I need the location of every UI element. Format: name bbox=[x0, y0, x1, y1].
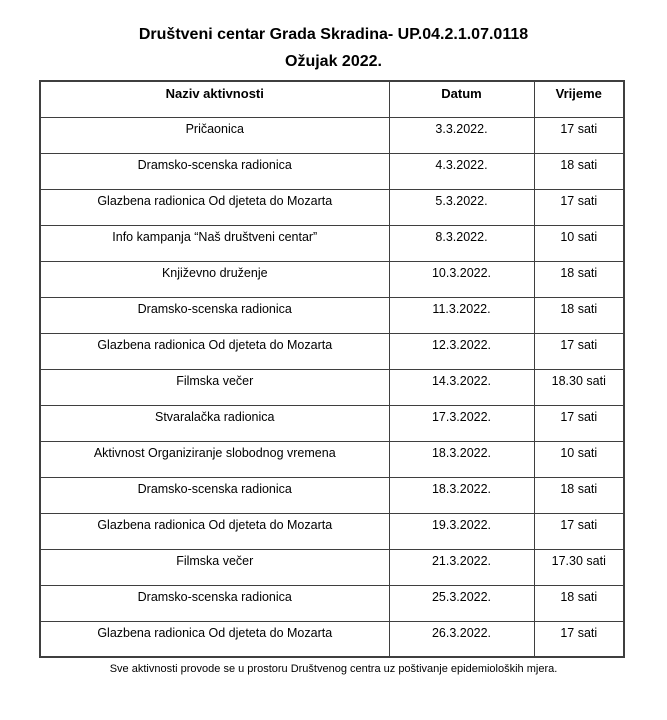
activity-name-cell: Stvaralačka radionica bbox=[40, 405, 389, 441]
table-row bbox=[40, 477, 624, 513]
table-row bbox=[40, 369, 624, 405]
date-cell: 8.3.2022. bbox=[389, 225, 534, 261]
table-row bbox=[40, 513, 624, 549]
table-row bbox=[40, 585, 624, 621]
date-cell: 25.3.2022. bbox=[389, 585, 534, 621]
activity-name-cell: Aktivnost Organiziranje slobodnog vremena bbox=[40, 441, 389, 477]
date-cell: 12.3.2022. bbox=[389, 333, 534, 369]
date-cell: 4.3.2022. bbox=[389, 153, 534, 189]
time-cell: 18 sati bbox=[534, 153, 624, 189]
activity-name-cell: Info kampanja “Naš društveni centar” bbox=[40, 225, 389, 261]
document-subtitle: Ožujak 2022. bbox=[285, 53, 382, 70]
table-row bbox=[40, 153, 624, 189]
time-cell: 10 sati bbox=[534, 225, 624, 261]
date-cell: 11.3.2022. bbox=[389, 297, 534, 333]
date-cell: 26.3.2022. bbox=[389, 621, 534, 657]
time-cell: 18 sati bbox=[534, 297, 624, 333]
time-cell: 18.30 sati bbox=[534, 369, 624, 405]
time-cell: 17 sati bbox=[534, 333, 624, 369]
table-row bbox=[40, 549, 624, 585]
date-cell: 18.3.2022. bbox=[389, 441, 534, 477]
activity-name-cell: Filmska večer bbox=[40, 549, 389, 585]
activity-name-cell: Književno druženje bbox=[40, 261, 389, 297]
date-cell: 14.3.2022. bbox=[389, 369, 534, 405]
table-row bbox=[40, 333, 624, 369]
time-cell: 10 sati bbox=[534, 441, 624, 477]
date-cell: 18.3.2022. bbox=[389, 477, 534, 513]
activity-name-cell: Pričaonica bbox=[40, 117, 389, 153]
date-cell: 10.3.2022. bbox=[389, 261, 534, 297]
document-title: Društveni centar Grada Skradina- UP.04.2.1.07.0118 bbox=[138, 26, 529, 43]
table-header-row bbox=[40, 81, 624, 117]
table-row bbox=[40, 441, 624, 477]
activity-name-cell: Glazbena radionica Od djeteta do Mozarta bbox=[40, 621, 389, 657]
footer-note: Sve aktivnosti provode se u prostoru Društvenog centra uz poštivanje epidemioloških mjera. bbox=[109, 663, 558, 675]
activity-name-cell: Dramsko-scenska radionica bbox=[40, 153, 389, 189]
column-header-activity: Naziv aktivnosti bbox=[40, 81, 389, 117]
activities-table bbox=[39, 80, 625, 658]
table-row bbox=[40, 189, 624, 225]
table-row bbox=[40, 261, 624, 297]
activity-name-cell: Dramsko-scenska radionica bbox=[40, 477, 389, 513]
date-cell: 19.3.2022. bbox=[389, 513, 534, 549]
activity-name-cell: Glazbena radionica Od djeteta do Mozarta bbox=[40, 513, 389, 549]
table-row bbox=[40, 225, 624, 261]
table-row bbox=[40, 621, 624, 657]
time-cell: 17 sati bbox=[534, 405, 624, 441]
activity-name-cell: Dramsko-scenska radionica bbox=[40, 297, 389, 333]
table-body bbox=[40, 117, 624, 657]
time-cell: 17.30 sati bbox=[534, 549, 624, 585]
time-cell: 17 sati bbox=[534, 513, 624, 549]
date-cell: 3.3.2022. bbox=[389, 117, 534, 153]
time-cell: 18 sati bbox=[534, 477, 624, 513]
time-cell: 17 sati bbox=[534, 117, 624, 153]
date-cell: 21.3.2022. bbox=[389, 549, 534, 585]
date-cell: 17.3.2022. bbox=[389, 405, 534, 441]
activity-name-cell: Glazbena radionica Od djeteta do Mozarta bbox=[40, 189, 389, 225]
time-cell: 17 sati bbox=[534, 189, 624, 225]
column-header-date: Datum bbox=[389, 81, 534, 117]
time-cell: 18 sati bbox=[534, 261, 624, 297]
table-row bbox=[40, 117, 624, 153]
table-row bbox=[40, 405, 624, 441]
document-header bbox=[0, 0, 667, 72]
activity-name-cell: Dramsko-scenska radionica bbox=[40, 585, 389, 621]
activity-name-cell: Filmska večer bbox=[40, 369, 389, 405]
table-row bbox=[40, 297, 624, 333]
date-cell: 5.3.2022. bbox=[389, 189, 534, 225]
time-cell: 17 sati bbox=[534, 621, 624, 657]
time-cell: 18 sati bbox=[534, 585, 624, 621]
activity-name-cell: Glazbena radionica Od djeteta do Mozarta bbox=[40, 333, 389, 369]
column-header-time: Vrijeme bbox=[534, 81, 624, 117]
